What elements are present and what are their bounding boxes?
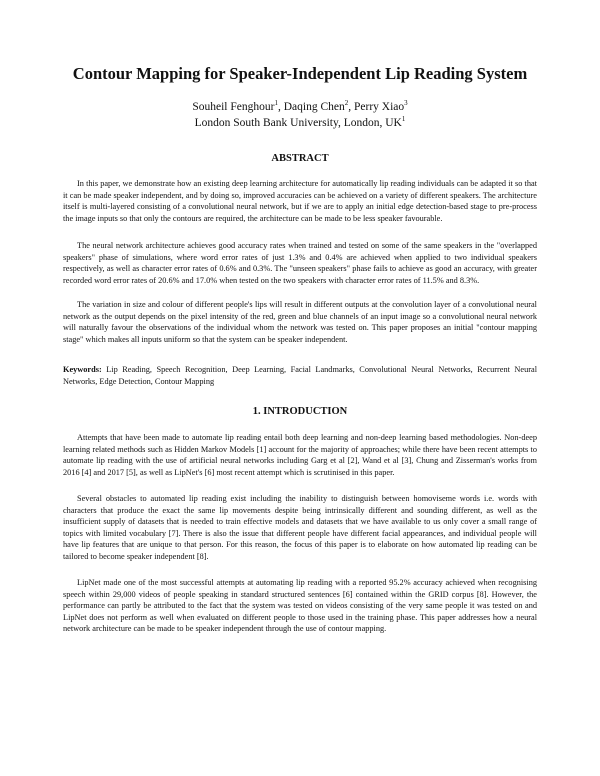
introduction-paragraph: Attempts that have been made to automate lip reading entail both deep learning and non-deep learning based methodologies. Non-deep learning related methods such as Hidden Markov Models [1] account for the majority of approaches; while there have been recent attempts to automate lip reading with the use of artificial neural networks including Garg et al [2], Wand et al [3], Chung and Zisserman's works from 2016 [4] and 2017 [5], as well as LipNet's [6] most recent attempt which is scrutinised in this paper. xyxy=(63,433,537,477)
introduction-paragraph: Several obstacles to automated lip reading exist including the inability to distinguish between homoviseme words i.e. words with characters that produce the exact the same lip movements despite being intrinsically different and sounding different, as well as the insufficient supply of datasets that is needed to train effective models and datasets that we have available to us only cover a small range of topics with limited vocabulary [7]. There is also the issue that different people have different facial appearances, and individual people will have lip features that are unique to that person. For this reason, the focus of this paper is to elaborate on how automated lip reading can be tailored to become speaker independent [8]. xyxy=(63,494,537,561)
affiliation: London South Bank University, London, UK xyxy=(194,117,402,129)
author-name: Souheil Fenghour xyxy=(192,101,275,113)
author-affiliation-marker: 2 xyxy=(344,99,349,107)
abstract-paragraph: The neural network architecture achieves good accuracy rates when trained and tested on some of the same speakers in the "overlapped speakers" phase of simulations, where word error rates of just 1.3% and 0.4% are achieved when applied to two individual speakers respectively, as well as character error rates of 0.6% and 0.3%. The "unseen speakers" phase fails to achieve as good an accuracy, with greater recorded word error rates of 20.6% and 17.0% when tested on the two speakers with character error rates of 11.5% and 8.3%. xyxy=(63,241,537,285)
keywords-label: Keywords: xyxy=(63,365,102,374)
abstract-paragraph: The variation in size and colour of different people's lips will result in different outputs at the convolution layer of a convolutional neural network as the output depends on the pixel intensity of the red, green and blue channels of an input image so a convolutional neural network will naturally favour the observations of the individual whom the network was tested on. This paper proposes an initial "contour mapping stage" which makes all inputs uniform so that the system can be speaker independent. xyxy=(63,300,537,344)
affiliation-marker: 1 xyxy=(401,115,406,123)
author-affiliation-marker: 1 xyxy=(274,99,278,107)
keywords-text: Lip Reading, Speech Recognition, Deep Learning, Facial Landmarks, Convolutional Neural Networks, Recurrent Neural Networks, Edge Detection, Contour Mapping xyxy=(63,365,538,386)
paper-title: Contour Mapping for Speaker-Independent Lip Reading System xyxy=(72,64,528,83)
abstract-heading: ABSTRACT xyxy=(271,153,329,164)
author-name: Daqing Chen xyxy=(283,101,345,113)
author-block xyxy=(60,99,540,131)
introduction-paragraph: LipNet made one of the most successful attempts at automating lip reading with a reported 95.2% accuracy achieved when recognising speech within 29,000 videos of people speaking in standard structured sentences [6] contained within the GRID corpus [8]. However, the performance can partly be attributed to the fact that the system was tested on videos consisting of the very same people it was tested on and LipNet does not perform as well when evaluated on different people to those used in the training phase. This paper addresses how a neural network architecture can be made to be speaker independent through the use of contour mapping. xyxy=(63,578,537,633)
affiliation-line xyxy=(60,115,540,131)
keywords-block xyxy=(63,364,537,387)
author-line: Souheil Fenghour$^1$, Daqing Chen$^2$, Perry Xiao$^3$ xyxy=(192,99,408,113)
introduction-heading: 1. INTRODUCTION xyxy=(252,406,348,417)
author-name: Perry Xiao xyxy=(353,101,405,113)
author-affiliation-marker: 3 xyxy=(404,99,408,107)
abstract-paragraph: In this paper, we demonstrate how an existing deep learning architecture for automatically lip reading individuals can be adapted it so that it can be made speaker independent, and by doing so, improved accuracies can be achieved on a variety of different speakers. The architecture itself is multi-layered consisting of a convolutional neural network, but if we are to apply an initial edge detection-based stage to pre-process the image inputs so that only the contours are required, the architecture can be made to be less speaker favourable. xyxy=(63,179,537,223)
